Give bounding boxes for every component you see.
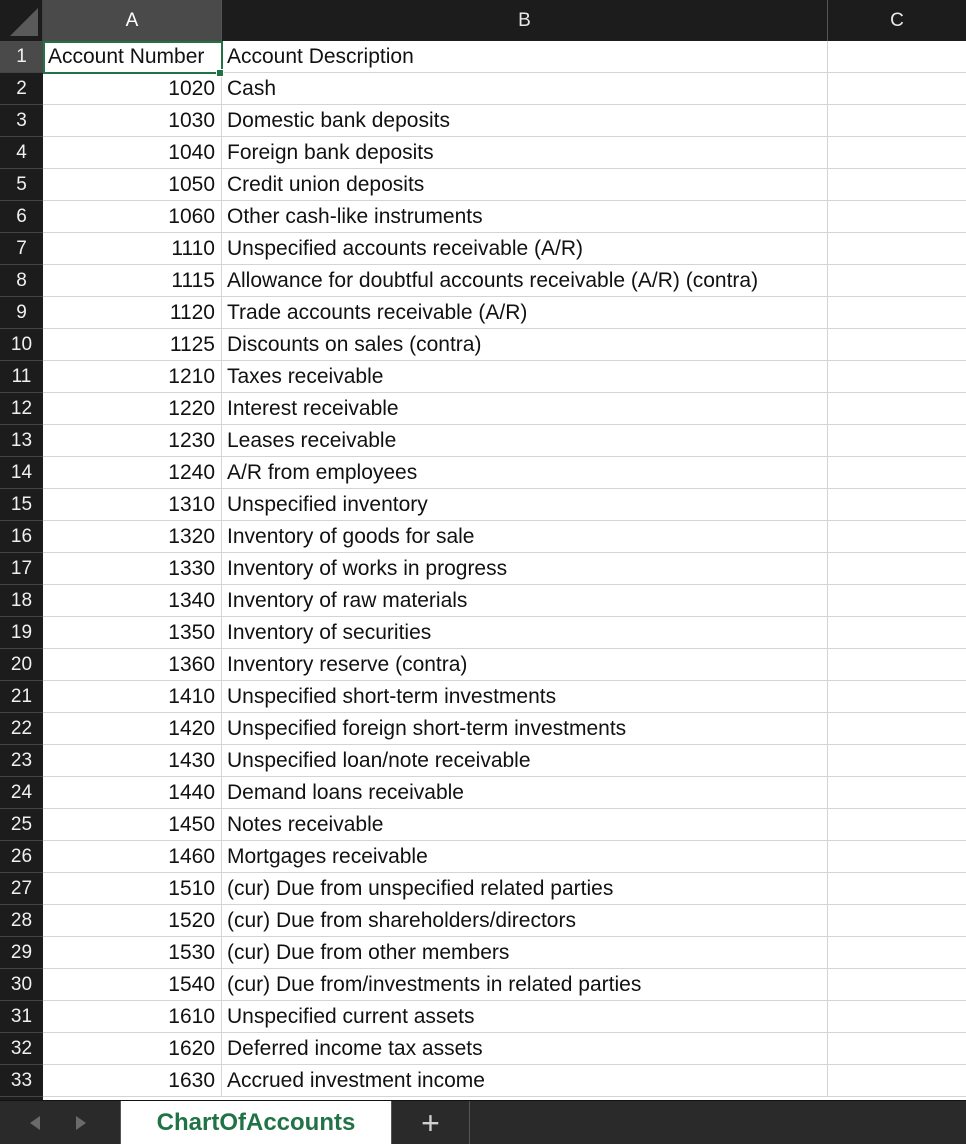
row-header[interactable]: 11 bbox=[0, 361, 43, 393]
cell-account-description[interactable]: (cur) Due from shareholders/directors bbox=[222, 905, 828, 937]
cell-account-description[interactable]: Unspecified current assets bbox=[222, 1001, 828, 1033]
cell-account-description[interactable]: Unspecified short-term investments bbox=[222, 681, 828, 713]
cell-account-description[interactable]: Inventory reserve (contra) bbox=[222, 649, 828, 681]
cell-account-number[interactable]: 1030 bbox=[43, 105, 222, 137]
cell-account-number[interactable]: 1110 bbox=[43, 233, 222, 265]
cell-account-number[interactable]: 1060 bbox=[43, 201, 222, 233]
cell-empty[interactable] bbox=[828, 1065, 966, 1097]
cell-empty[interactable] bbox=[828, 1001, 966, 1033]
table-row bbox=[43, 41, 966, 73]
cell-account-description[interactable]: Taxes receivable bbox=[222, 361, 828, 393]
cell-account-description[interactable]: Interest receivable bbox=[222, 393, 828, 425]
cell-account-description[interactable]: (cur) Due from other members bbox=[222, 937, 828, 969]
cell-grid bbox=[43, 41, 966, 1100]
table-row bbox=[43, 169, 966, 201]
row-header[interactable]: 32 bbox=[0, 1033, 43, 1065]
cell-account-description[interactable]: Unspecified accounts receivable (A/R) bbox=[222, 233, 828, 265]
table-row bbox=[43, 137, 966, 169]
cell-empty[interactable] bbox=[828, 873, 966, 905]
table-row bbox=[43, 425, 966, 457]
row-header[interactable]: 8 bbox=[0, 265, 43, 297]
cell-empty[interactable] bbox=[828, 201, 966, 233]
cell-account-number[interactable]: 1610 bbox=[43, 1001, 222, 1033]
next-sheet-button[interactable] bbox=[66, 1101, 96, 1144]
cell-empty[interactable] bbox=[828, 41, 966, 73]
cell-account-description[interactable]: Allowance for doubtful accounts receivable (A/R) (contra) bbox=[222, 265, 828, 297]
cell-empty[interactable] bbox=[828, 457, 966, 489]
cell-account-description[interactable]: Unspecified inventory bbox=[222, 489, 828, 521]
cell-account-description[interactable]: Domestic bank deposits bbox=[222, 105, 828, 137]
row-header-bar bbox=[0, 41, 43, 1100]
table-row bbox=[43, 649, 966, 681]
cell-account-description[interactable]: Credit union deposits bbox=[222, 169, 828, 201]
row-header[interactable]: 24 bbox=[0, 777, 43, 809]
cell-account-description[interactable]: Unspecified foreign short-term investments bbox=[222, 713, 828, 745]
cell-account-number[interactable]: 1630 bbox=[43, 1065, 222, 1097]
cell-account-number[interactable]: Account Number bbox=[43, 41, 222, 73]
table-row bbox=[43, 265, 966, 297]
add-sheet-button[interactable]: + bbox=[392, 1101, 470, 1144]
cell-account-number[interactable]: 1230 bbox=[43, 425, 222, 457]
select-all-button[interactable] bbox=[0, 0, 43, 41]
cell-account-description[interactable]: Mortgages receivable bbox=[222, 841, 828, 873]
cell-account-number[interactable]: 1450 bbox=[43, 809, 222, 841]
cell-account-description[interactable]: Deferred income tax assets bbox=[222, 1033, 828, 1065]
row-header[interactable]: 4 bbox=[0, 137, 43, 169]
table-row bbox=[43, 681, 966, 713]
row-header[interactable]: 2 bbox=[0, 73, 43, 105]
table-row bbox=[43, 233, 966, 265]
table-row bbox=[43, 553, 966, 585]
table-row bbox=[43, 105, 966, 137]
table-row bbox=[43, 969, 966, 1001]
cell-account-description[interactable]: (cur) Due from unspecified related parties bbox=[222, 873, 828, 905]
row-header[interactable]: 13 bbox=[0, 425, 43, 457]
column-header-b[interactable]: B bbox=[222, 0, 828, 41]
table-row bbox=[43, 841, 966, 873]
cell-account-number[interactable]: 1440 bbox=[43, 777, 222, 809]
row-header[interactable]: 27 bbox=[0, 873, 43, 905]
cell-account-description[interactable]: Other cash-like instruments bbox=[222, 201, 828, 233]
cell-account-description[interactable]: Notes receivable bbox=[222, 809, 828, 841]
row-header[interactable]: 20 bbox=[0, 649, 43, 681]
cell-account-number[interactable]: 1510 bbox=[43, 873, 222, 905]
table-row bbox=[43, 745, 966, 777]
row-header[interactable]: 12 bbox=[0, 393, 43, 425]
row-header[interactable]: 22 bbox=[0, 713, 43, 745]
table-row bbox=[43, 393, 966, 425]
cell-empty[interactable] bbox=[828, 681, 966, 713]
row-header[interactable]: 18 bbox=[0, 585, 43, 617]
cell-empty[interactable] bbox=[828, 553, 966, 585]
cell-account-number[interactable]: 1320 bbox=[43, 521, 222, 553]
cell-account-number[interactable]: 1420 bbox=[43, 713, 222, 745]
table-row bbox=[43, 713, 966, 745]
row-header[interactable]: 33 bbox=[0, 1065, 43, 1097]
column-header-bar bbox=[0, 0, 966, 41]
cell-account-description[interactable]: Leases receivable bbox=[222, 425, 828, 457]
cell-account-description[interactable]: Trade accounts receivable (A/R) bbox=[222, 297, 828, 329]
cell-account-description[interactable]: Demand loans receivable bbox=[222, 777, 828, 809]
cell-account-description[interactable]: Discounts on sales (contra) bbox=[222, 329, 828, 361]
table-row bbox=[43, 489, 966, 521]
table-row bbox=[43, 521, 966, 553]
cell-account-description[interactable]: Inventory of raw materials bbox=[222, 585, 828, 617]
row-header[interactable]: 19 bbox=[0, 617, 43, 649]
row-header[interactable]: 5 bbox=[0, 169, 43, 201]
cell-empty[interactable] bbox=[828, 105, 966, 137]
table-row bbox=[43, 937, 966, 969]
table-row bbox=[43, 201, 966, 233]
cell-empty[interactable] bbox=[828, 1033, 966, 1065]
cell-account-description[interactable]: Unspecified loan/note receivable bbox=[222, 745, 828, 777]
cell-account-description[interactable]: (cur) Due from/investments in related parties bbox=[222, 969, 828, 1001]
cell-account-description[interactable]: Inventory of works in progress bbox=[222, 553, 828, 585]
select-all-icon bbox=[0, 0, 43, 41]
table-row bbox=[43, 361, 966, 393]
row-header[interactable]: 23 bbox=[0, 745, 43, 777]
table-row bbox=[43, 873, 966, 905]
cell-account-number[interactable]: 1240 bbox=[43, 457, 222, 489]
cell-empty[interactable] bbox=[828, 777, 966, 809]
cell-empty[interactable] bbox=[828, 713, 966, 745]
row-header[interactable]: 29 bbox=[0, 937, 43, 969]
cell-account-description[interactable]: Inventory of goods for sale bbox=[222, 521, 828, 553]
previous-sheet-button[interactable] bbox=[20, 1101, 50, 1144]
cell-account-number[interactable]: 1210 bbox=[43, 361, 222, 393]
cell-empty[interactable] bbox=[828, 297, 966, 329]
cell-empty[interactable] bbox=[828, 809, 966, 841]
cell-empty[interactable] bbox=[828, 425, 966, 457]
fill-handle[interactable] bbox=[216, 69, 224, 77]
table-row bbox=[43, 1001, 966, 1033]
cell-empty[interactable] bbox=[828, 745, 966, 777]
cell-empty[interactable] bbox=[828, 393, 966, 425]
cell-account-description[interactable]: Account Description bbox=[222, 41, 828, 73]
column-header-c[interactable]: C bbox=[890, 9, 904, 31]
cell-account-number[interactable]: 1340 bbox=[43, 585, 222, 617]
cell-account-number[interactable]: 1040 bbox=[43, 137, 222, 169]
cell-empty[interactable] bbox=[828, 169, 966, 201]
table-row bbox=[43, 777, 966, 809]
cell-empty[interactable] bbox=[828, 265, 966, 297]
row-header[interactable]: 26 bbox=[0, 841, 43, 873]
row-header[interactable]: 15 bbox=[0, 489, 43, 521]
cell-account-number[interactable]: 1050 bbox=[43, 169, 222, 201]
cell-empty[interactable] bbox=[828, 521, 966, 553]
table-row bbox=[43, 73, 966, 105]
cell-account-number[interactable]: 1220 bbox=[43, 393, 222, 425]
table-row bbox=[43, 905, 966, 937]
cell-account-description[interactable]: Foreign bank deposits bbox=[222, 137, 828, 169]
row-header[interactable]: 10 bbox=[0, 329, 43, 361]
cell-account-number[interactable]: 1520 bbox=[43, 905, 222, 937]
cell-empty[interactable] bbox=[828, 233, 966, 265]
row-header[interactable]: 28 bbox=[0, 905, 43, 937]
cell-account-description[interactable]: Accrued investment income bbox=[222, 1065, 828, 1097]
cell-account-number[interactable]: 1310 bbox=[43, 489, 222, 521]
table-row bbox=[43, 809, 966, 841]
cell-empty[interactable] bbox=[828, 617, 966, 649]
cell-account-number[interactable]: 1330 bbox=[43, 553, 222, 585]
cell-account-number[interactable]: 1350 bbox=[43, 617, 222, 649]
cell-account-number[interactable]: 1020 bbox=[43, 73, 222, 105]
cell-account-description[interactable]: A/R from employees bbox=[222, 457, 828, 489]
cell-empty[interactable] bbox=[828, 841, 966, 873]
row-header[interactable]: 14 bbox=[0, 457, 43, 489]
cell-account-description[interactable]: Cash bbox=[222, 73, 828, 105]
table-row bbox=[43, 617, 966, 649]
row-header[interactable]: 1 bbox=[0, 41, 43, 73]
row-header[interactable]: 3 bbox=[0, 105, 43, 137]
triangle-left-icon bbox=[28, 1115, 42, 1131]
cell-empty[interactable] bbox=[828, 73, 966, 105]
cell-account-description[interactable]: Inventory of securities bbox=[222, 617, 828, 649]
row-header[interactable]: 16 bbox=[0, 521, 43, 553]
table-row bbox=[43, 1065, 966, 1097]
row-header[interactable]: 30 bbox=[0, 969, 43, 1001]
cell-empty[interactable] bbox=[828, 137, 966, 169]
table-row bbox=[43, 457, 966, 489]
row-header[interactable]: 25 bbox=[0, 809, 43, 841]
cell-account-number[interactable]: 1125 bbox=[43, 329, 222, 361]
table-row bbox=[43, 297, 966, 329]
table-row bbox=[43, 585, 966, 617]
cell-account-number[interactable]: 1410 bbox=[43, 681, 222, 713]
cell-empty[interactable] bbox=[828, 649, 966, 681]
cell-empty[interactable] bbox=[828, 905, 966, 937]
row-header[interactable]: 17 bbox=[0, 553, 43, 585]
cell-account-number[interactable]: 1540 bbox=[43, 969, 222, 1001]
row-header[interactable]: 6 bbox=[0, 201, 43, 233]
cell-empty[interactable] bbox=[828, 329, 966, 361]
cell-account-number[interactable]: 1460 bbox=[43, 841, 222, 873]
table-row bbox=[43, 329, 966, 361]
row-header[interactable]: 21 bbox=[0, 681, 43, 713]
sheet-tab-bar bbox=[0, 1100, 966, 1144]
row-header[interactable]: 31 bbox=[0, 1001, 43, 1033]
cell-empty[interactable] bbox=[828, 969, 966, 1001]
cell-empty[interactable] bbox=[828, 489, 966, 521]
cell-empty[interactable] bbox=[828, 585, 966, 617]
cell-empty[interactable] bbox=[828, 361, 966, 393]
cell-account-number[interactable]: 1360 bbox=[43, 649, 222, 681]
cell-account-number[interactable]: 1530 bbox=[43, 937, 222, 969]
column-header-a[interactable]: A bbox=[43, 0, 222, 41]
cell-empty[interactable] bbox=[828, 937, 966, 969]
cell-account-number[interactable]: 1430 bbox=[43, 745, 222, 777]
sheet-tab-chartofaccounts[interactable]: ChartOfAccounts bbox=[120, 1101, 392, 1144]
table-row bbox=[43, 1033, 966, 1065]
row-header[interactable]: 9 bbox=[0, 297, 43, 329]
cell-account-number[interactable]: 1120 bbox=[43, 297, 222, 329]
triangle-right-icon bbox=[74, 1115, 88, 1131]
cell-account-number[interactable]: 1620 bbox=[43, 1033, 222, 1065]
row-header[interactable]: 7 bbox=[0, 233, 43, 265]
cell-account-number[interactable]: 1115 bbox=[43, 265, 222, 297]
